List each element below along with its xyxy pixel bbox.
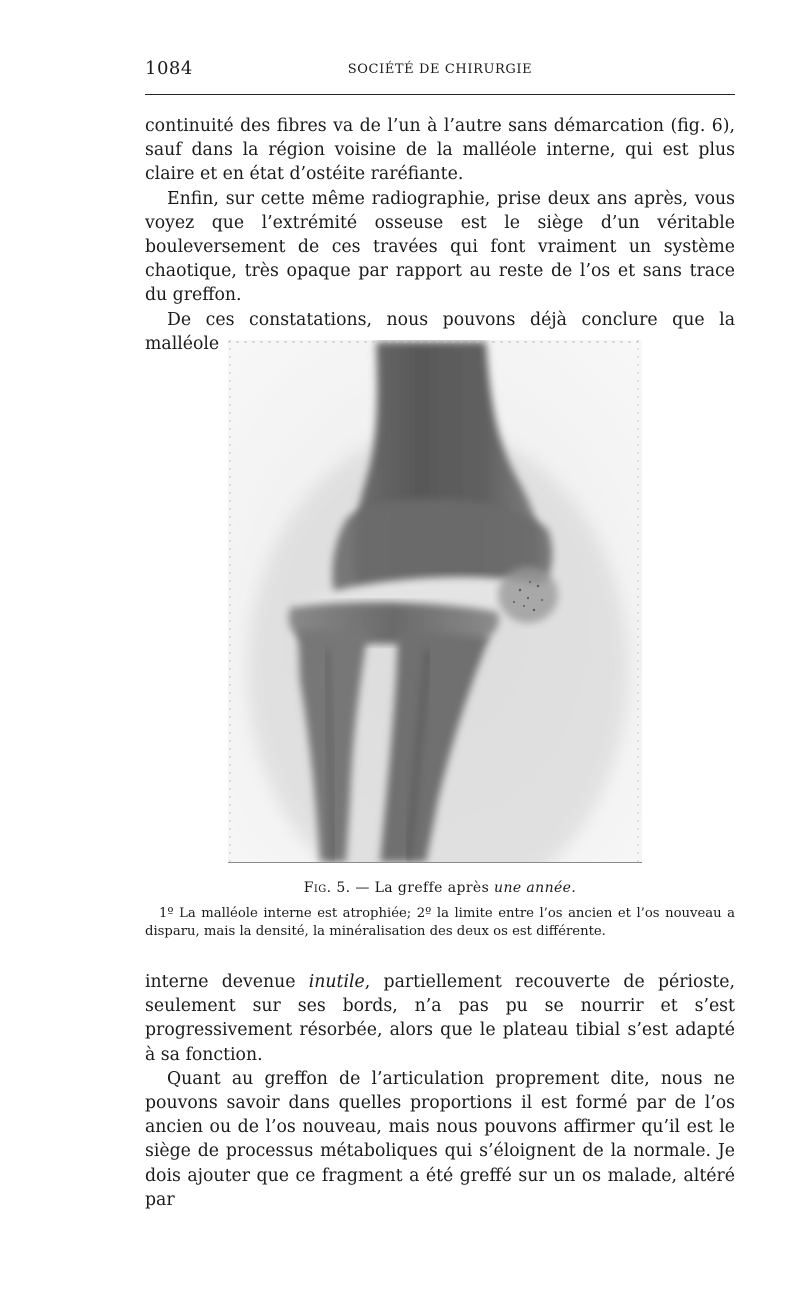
figure-caption-text: 1º La malléole interne est atrophiée; 2º la limite entre l’os ancien et l’os nouveau a disparu, mais la densité, la minéralisation des deux os est différente. [145, 906, 735, 939]
paragraph-5: Quant au greffon de l’articulation proprement dite, nous ne pouvons savoir dans quelles proportions il est formé par de l’os ancien ou de l’os nouveau, mais nous pouvons affirmer qu’il est le siège de processus métaboliques qui s’éloignent de la normale. Je dois ajouter que ce fragment a été greffé sur un os malade, altéré par [145, 1068, 735, 1210]
page-header [145, 58, 735, 82]
paragraph-4-italic: inutile [308, 972, 365, 992]
figure-caption-title [145, 880, 735, 896]
page-number: 1084 [145, 58, 193, 79]
figure-caption-body [145, 905, 735, 941]
paragraph-4 [145, 970, 735, 1067]
figure-label: Fig. 5. [303, 880, 351, 896]
paragraph-3: De ces constatations, nous pouvons déjà conclure que la malléole [145, 309, 735, 354]
top-text-block [145, 114, 735, 356]
figure-caption-italic: une année. [494, 880, 577, 896]
header-rule [145, 94, 735, 95]
bottom-text-block [145, 970, 735, 1212]
radiograph-figure [228, 340, 642, 863]
paragraph-2: Enfin, sur cette même radiographie, prise deux ans après, vous voyez que l’extrémité osseuse est le siège d’un véritable bouleversement de ces travées qui font vraiment un système chaotique, très opaque par rapport au reste de l’os et sans trace du greffon. [145, 188, 735, 306]
radiograph-image [228, 340, 642, 862]
running-head: SOCIÉTÉ DE CHIRURGIE [347, 62, 533, 77]
paragraph-4-end: , partiellement recouverte de périoste, seulement sur ses bords, n’a pas pu se nourrir et s’est progressivement résorbée, alors que le plateau tibial s’est adapté à sa fonction. [145, 972, 735, 1065]
figure-caption-dash: — La greffe après [350, 880, 495, 896]
paragraph-1: continuité des fibres va de l’un à l’autre sans démarcation (fig. 6), sauf dans la région voisine de la malléole interne, qui est plus claire et en état d’ostéite raréfiante. [145, 116, 735, 185]
paragraph-4-start: interne devenue [145, 972, 309, 992]
